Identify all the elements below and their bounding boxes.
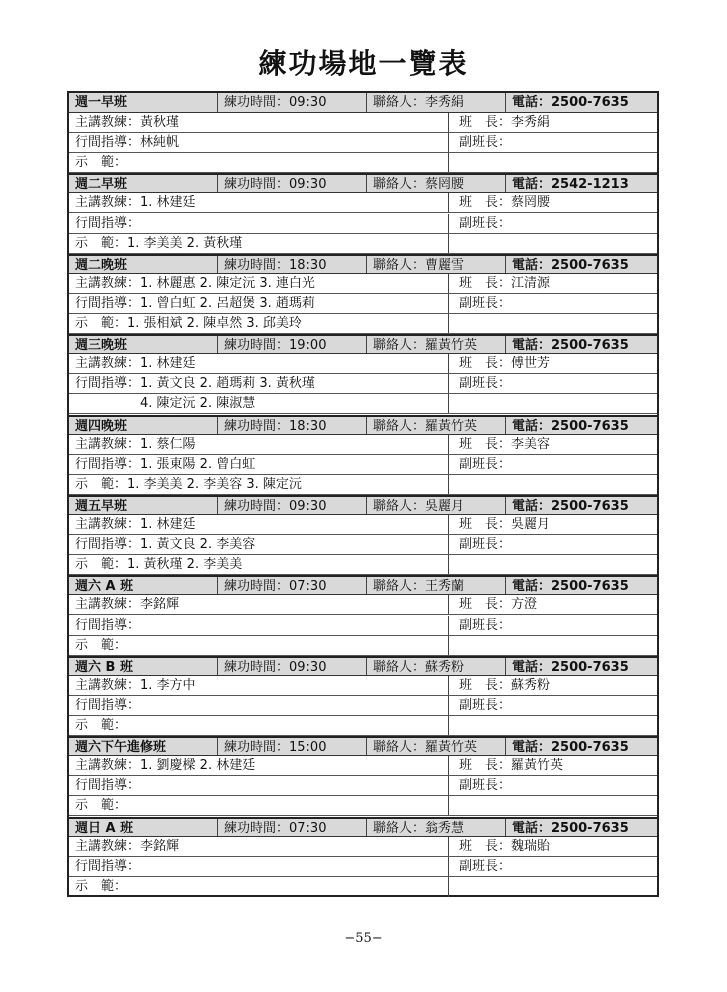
- detail-left: 主講教練：李銘輝: [75, 838, 180, 854]
- detail-left: 主講教練：黃秋瑾: [75, 115, 180, 131]
- class-detail-row: [69, 354, 657, 374]
- class-name: 週四晚班: [75, 418, 128, 434]
- practice-time: 練功時間：07:30: [217, 577, 366, 594]
- class-detail-row: [69, 535, 657, 555]
- class-detail-row: [69, 374, 657, 394]
- practice-time: 練功時間：18:30: [217, 256, 366, 273]
- class-detail-row: [69, 877, 657, 897]
- contact-person: 聯絡人：吳麗月: [366, 497, 505, 514]
- class-detail-row: [69, 857, 657, 877]
- detail-left: 行間指導：: [75, 858, 141, 874]
- contact-person: 聯絡人：曹麗雪: [366, 256, 505, 273]
- practice-time: 練功時間：18:30: [217, 417, 366, 434]
- class-detail-row: [69, 595, 657, 615]
- detail-right: 副班長：: [448, 696, 657, 715]
- detail-right: 班 長：羅黃竹英: [448, 756, 657, 775]
- detail-right: [448, 716, 657, 735]
- detail-right: [448, 475, 657, 494]
- phone-number: 電話：2500-7635: [505, 256, 657, 273]
- class-detail-row: [69, 716, 657, 736]
- detail-right: 班 長：魏瑞貽: [448, 837, 657, 856]
- class-block: [69, 93, 657, 173]
- class-header-row: [69, 817, 657, 837]
- detail-right: 班 長：方澄: [448, 595, 657, 614]
- class-detail-row: [69, 696, 657, 716]
- class-detail-row: [69, 113, 657, 133]
- detail-right: [448, 394, 657, 413]
- class-detail-row: [69, 515, 657, 535]
- phone-number: 電話：2500-7635: [505, 417, 657, 434]
- detail-left: 示 範：1. 黃秋瑾 2. 李美美: [75, 557, 243, 573]
- detail-right: 副班長：: [448, 535, 657, 554]
- practice-time: 練功時間：15:00: [217, 738, 366, 755]
- class-detail-row: [69, 193, 657, 213]
- detail-left: 行間指導：1. 黃文良 2. 趙瑪莉 3. 黃秋瑾: [75, 376, 315, 392]
- class-header-row: [69, 93, 657, 113]
- class-detail-row: [69, 636, 657, 656]
- detail-left: 示 範：: [75, 155, 128, 171]
- detail-right: [448, 555, 657, 574]
- detail-left: 行間指導：1. 黃文良 2. 李美容: [75, 537, 256, 553]
- class-block: [69, 415, 657, 495]
- class-block: [69, 254, 657, 334]
- contact-person: 聯絡人：王秀蘭: [366, 577, 505, 594]
- detail-right: [448, 877, 657, 897]
- detail-right: 副班長：: [448, 214, 657, 233]
- class-detail-row: [69, 837, 657, 857]
- class-name: 週一早班: [75, 95, 128, 110]
- detail-right: 班 長：李美容: [448, 435, 657, 454]
- class-header-row: [69, 415, 657, 435]
- class-detail-row: [69, 274, 657, 294]
- detail-left: 行間指導：: [75, 215, 141, 231]
- class-header-row: [69, 254, 657, 274]
- phone-number: 電話：2500-7635: [505, 738, 657, 755]
- detail-left: 行間指導：: [75, 617, 141, 633]
- class-detail-row: [69, 455, 657, 475]
- detail-right: 副班長：: [448, 616, 657, 635]
- class-block: [69, 656, 657, 736]
- detail-right: 副班長：: [448, 133, 657, 152]
- class-block: [69, 334, 657, 414]
- class-block: [69, 173, 657, 253]
- class-header-row: [69, 736, 657, 756]
- class-name: 週二晚班: [75, 257, 128, 273]
- class-detail-row: [69, 776, 657, 796]
- phone-number: 電話：2500-7635: [505, 336, 657, 353]
- contact-person: 聯絡人：李秀絹: [366, 93, 505, 112]
- class-name: 週二早班: [75, 177, 128, 193]
- detail-right: 班 長：江清源: [448, 274, 657, 293]
- detail-left: 4. 陳定沅 2. 陳淑慧: [75, 396, 256, 412]
- class-name: 週六下午進修班: [75, 740, 167, 756]
- detail-right: 班 長：蘇秀粉: [448, 676, 657, 695]
- detail-right: 班 長：李秀絹: [448, 113, 657, 132]
- detail-left: 主講教練：1. 劉慶樑 2. 林建廷: [75, 758, 256, 774]
- class-block: [69, 817, 657, 897]
- class-name: 週六 A 班: [75, 579, 134, 595]
- class-header-row: [69, 334, 657, 354]
- class-header-row: [69, 173, 657, 193]
- contact-person: 聯絡人：羅黃竹英: [366, 417, 505, 434]
- class-header-row: [69, 575, 657, 595]
- class-detail-row: [69, 676, 657, 696]
- detail-left: 主講教練：李銘輝: [75, 597, 180, 613]
- phone-number: 電話：2500-7635: [505, 658, 657, 675]
- class-detail-row: [69, 555, 657, 575]
- detail-left: 行間指導：1. 張東陽 2. 曾白虹: [75, 456, 256, 472]
- class-detail-row: [69, 475, 657, 495]
- class-block: [69, 495, 657, 575]
- detail-right: 班 長：蔡罔腰: [448, 193, 657, 212]
- page-title: 練功場地一覽表: [258, 47, 469, 80]
- detail-right: 班 長：吳麗月: [448, 515, 657, 534]
- detail-left: 主講教練：1. 李方中: [75, 677, 196, 693]
- class-detail-row: [69, 153, 657, 173]
- detail-right: 副班長：: [448, 294, 657, 313]
- detail-left: 行間指導：: [75, 697, 141, 713]
- class-header-row: [69, 656, 657, 676]
- practice-time: 練功時間：07:30: [217, 819, 366, 836]
- class-detail-row: [69, 314, 657, 334]
- contact-person: 聯絡人：羅黃竹英: [366, 738, 505, 755]
- class-block: [69, 736, 657, 816]
- class-block: [69, 575, 657, 655]
- detail-left: 行間指導：1. 曾白虹 2. 呂超煲 3. 趙瑪莉: [75, 295, 315, 311]
- detail-left: 行間指導：: [75, 778, 141, 794]
- class-name: 週五早班: [75, 499, 128, 514]
- contact-person: 聯絡人：翁秀慧: [366, 819, 505, 836]
- detail-right: [448, 636, 657, 655]
- class-detail-row: [69, 214, 657, 234]
- phone-number: 電話：2500-7635: [505, 577, 657, 594]
- class-detail-row: [69, 756, 657, 776]
- detail-left: 行間指導：林純帆: [75, 135, 180, 151]
- practice-time: 練功時間：09:30: [217, 658, 366, 675]
- class-header-row: [69, 495, 657, 515]
- detail-left: 示 範：1. 李美美 2. 黃秋瑾: [75, 235, 243, 251]
- detail-right: [448, 314, 657, 333]
- detail-left: 主講教練：1. 林建廷: [75, 195, 196, 211]
- practice-time: 練功時間：09:30: [217, 93, 366, 112]
- detail-left: 示 範：: [75, 798, 128, 814]
- detail-left: 示 範：: [75, 637, 128, 653]
- detail-right: 副班長：: [448, 857, 657, 876]
- detail-left: 主講教練：1. 林建廷: [75, 356, 196, 372]
- contact-person: 聯絡人：蔡罔腰: [366, 175, 505, 192]
- detail-right: [448, 234, 657, 253]
- detail-right: [448, 153, 657, 172]
- page-number: −55−: [344, 931, 383, 946]
- practice-venue-table: [67, 91, 659, 897]
- class-detail-row: [69, 133, 657, 153]
- class-name: 週日 A 班: [75, 820, 134, 836]
- contact-person: 聯絡人：蘇秀粉: [366, 658, 505, 675]
- detail-left: 示 範：1. 李美美 2. 李美容 3. 陳定沅: [75, 476, 302, 492]
- detail-right: 副班長：: [448, 455, 657, 474]
- detail-right: 副班長：: [448, 374, 657, 393]
- detail-right: 副班長：: [448, 776, 657, 795]
- detail-left: 示 範：1. 張相斌 2. 陳卓然 3. 邱美玲: [75, 316, 302, 332]
- detail-left: 主講教練：1. 林麗惠 2. 陳定沅 3. 連白光: [75, 275, 315, 291]
- phone-number: 電話：2542-1213: [505, 175, 657, 192]
- phone-number: 電話：2500-7635: [505, 819, 657, 836]
- class-detail-row: [69, 294, 657, 314]
- class-detail-row: [69, 616, 657, 636]
- phone-number: 電話：2500-7635: [505, 93, 657, 112]
- class-detail-row: [69, 234, 657, 254]
- detail-left: 示 範：: [75, 718, 128, 734]
- class-name: 週三晚班: [75, 338, 128, 354]
- detail-right: 班 長：傅世芳: [448, 354, 657, 373]
- class-detail-row: [69, 796, 657, 816]
- class-detail-row: [69, 394, 657, 414]
- class-detail-row: [69, 435, 657, 455]
- phone-number: 電話：2500-7635: [505, 497, 657, 514]
- practice-time: 練功時間：19:00: [217, 336, 366, 353]
- contact-person: 聯絡人：羅黃竹英: [366, 336, 505, 353]
- detail-left: 示 範：: [75, 878, 128, 894]
- practice-time: 練功時間：09:30: [217, 497, 366, 514]
- class-name: 週六 B 班: [75, 659, 133, 675]
- detail-left: 主講教練：1. 蔡仁陽: [75, 436, 196, 452]
- detail-left: 主講教練：1. 林建廷: [75, 517, 196, 533]
- detail-right: [448, 796, 657, 815]
- practice-time: 練功時間：09:30: [217, 175, 366, 192]
